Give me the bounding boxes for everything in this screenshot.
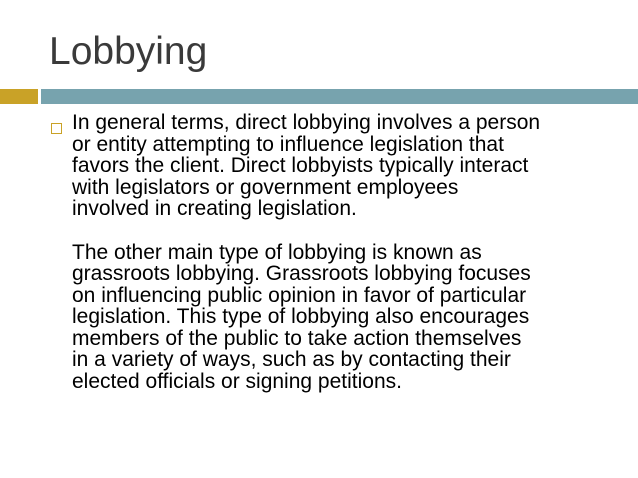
- slide-body: [72, 112, 628, 392]
- slide-title: Lobbying: [49, 30, 208, 73]
- title-rule-accent: [0, 89, 38, 104]
- title-rule-bar: [41, 89, 638, 104]
- paragraph-grassroots-lobbying: The other main type of lobbying is known as grassroots lobbying. Grassroots lobbying focuses on influencing public opinion in favor of particular legislation. This type of lobbying also encourages members of the public to take action themselves in a variety of ways, such as by contacting their elected officials or signing petitions.: [72, 240, 531, 393]
- paragraph-direct-lobbying: In general terms, direct lobbying involves a person or entity attempting to influence legislation that favors the client. Direct lobbyists typically interact with legislators or government employees involved in creating legislation.: [72, 111, 541, 220]
- square-bullet-icon: [51, 123, 62, 134]
